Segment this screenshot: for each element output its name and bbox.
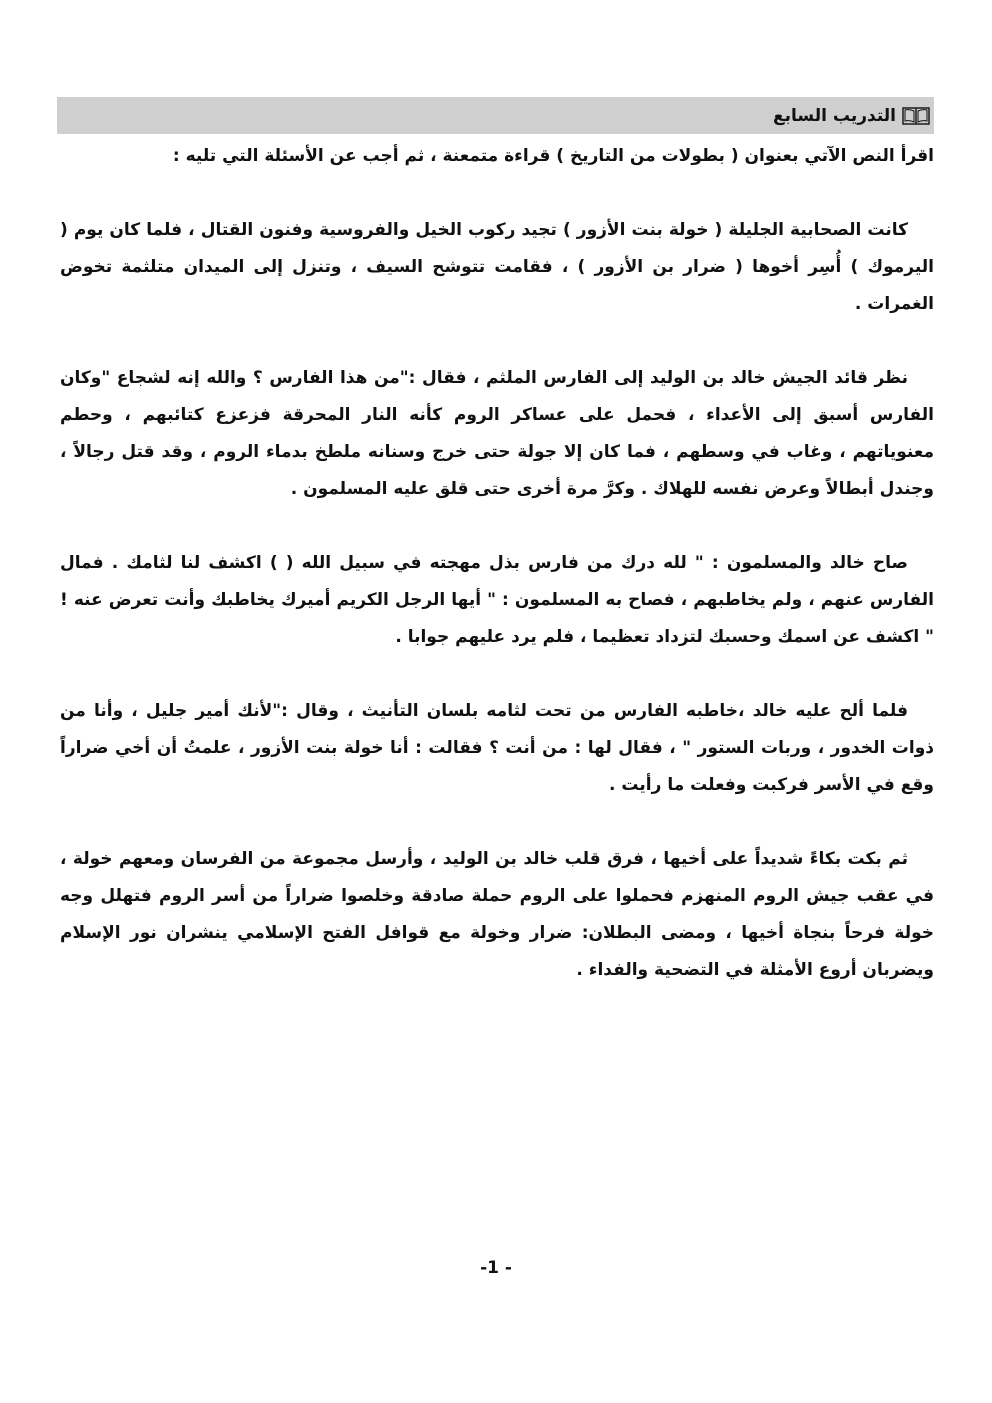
- paragraph-5: ثم بكت بكاءً شديداً على أخيها ، فرق قلب خالد بن الوليد ، وأرسل مجموعة من الفرسان ومعهم خولة ، في عقب جيش الروم المنهزم فحملوا على الروم حملة صادقة وخلصوا ضراراً من أسر الروم فتهلل وجه خولة فرحاً بنجاة أخيها ، ومضى البطلان: ضرار وخولة مع قوافل الفتح الإسلامي ينشران نور الإسلام ويضربان أروع الأمثلة في التضحية والفداء .: [60, 849, 934, 980]
- paragraph-2: نظر قائد الجيش خالد بن الوليد إلى الفارس الملثم ، فقال :"من هذا الفارس ؟ والله إنه لشجاع "وكان الفارس أسبق إلى الأعداء ، فحمل على عساكر الروم كأنه النار المحرقة فزعزع كتائبهم ، وحطم معنوياتهم ، وغاب في وسطهم ، فما كان إلا جولة حتى خرج وسنانه ملطخ بدماء الروم ، وقد قتل رجالاً ، وجندل أبطالاً وعرض نفسه للهلاك . وكرَّ مرة أخرى حتى قلق عليه المسلمون .: [60, 368, 934, 499]
- instruction-text: اقرأ النص الآتي بعنوان ( بطولات من التاريخ ) قراءة متمعنة ، ثم أجب عن الأسئلة التي تليه :: [172, 146, 934, 166]
- paragraph-4: فلما ألح عليه خالد ،خاطبه الفارس من تحت لثامه بلسان التأنيث ، وقال :"لأنك أمير جليل ، وأنا من ذوات الخدور ، وربات الستور " ، فقال لها : من أنت ؟ فقالت : أنا خولة بنت الأزور ، علمتُ أن أخي ضراراً وقع في الأسر فركبت وفعلت ما رأيت .: [60, 701, 934, 795]
- exercise-title: [773, 106, 930, 126]
- paragraph-1: كانت الصحابية الجليلة ( خولة بنت الأزور ) تجيد ركوب الخيل والفروسية وفنون القتال ، فلما كان يوم ( اليرموك ) أُسِر أخوها ( ضرار بن الأزور ) ، فقامت تتوشح السيف ، وتنزل إلى الميدان متلثمة تخوض الغمرات .: [60, 220, 934, 314]
- page-number: -1 -: [480, 1258, 512, 1278]
- exercise-header: [57, 97, 934, 134]
- reading-passage: [60, 138, 934, 989]
- exercise-title-text: التدريب السابع: [773, 105, 896, 126]
- paragraph-3: صاح خالد والمسلمون : " لله درك من فارس بذل مهجته في سبيل الله ( ) اكشف لنا لثامك . فمال الفارس عنهم ، ولم يخاطبهم ، فصاح به المسلمون : " أيها الرجل الكريم أميرك يخاطبك وأنت تعرض عنه ! " اكشف عن اسمك وحسبك لتزداد تعظيما ، فلم يرد عليهم جوابا .: [60, 553, 934, 647]
- book-icon: [902, 106, 930, 126]
